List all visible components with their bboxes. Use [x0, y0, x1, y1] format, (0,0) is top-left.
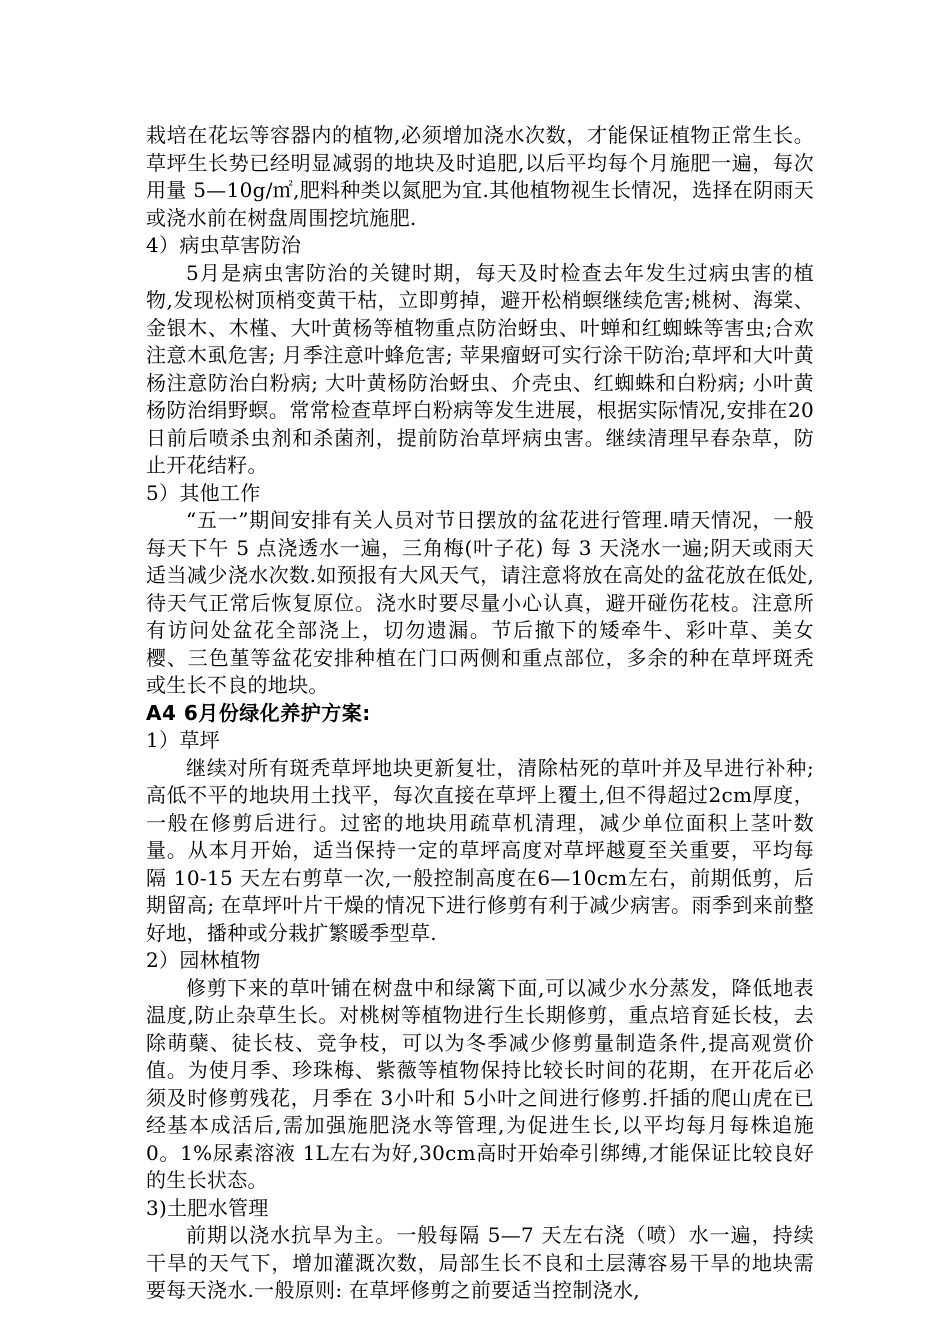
heading-lawn: 1）草坪: [146, 728, 220, 752]
heading-other-work: 5）其他工作: [146, 480, 261, 505]
heading-pest-control: 4）病虫草害防治: [146, 233, 302, 257]
paragraph-pest-control: 5月是病虫害防治的关键时期，每天及时检查去年发生过病虫害的植物,发现松树顶梢变黄干枯，立即剪掉，避开松梢螟继续危害;桃树、海棠、金银木、木槿、大叶黄杨等植物重点防治蚜虫、叶蝉和红蜘蛛等害虫;合欢注意木虱危害; 月季注意叶蜂危害; 苹果瘤蚜可实行涂干防治;草坪和大叶黄杨注意防治白粉病; 大叶黄杨防治蚜虫、介壳虫、红蜘蛛和白粉病; 小叶黄杨防治绢野螟。常常检查草坪白粉病等发生进展，根据实际情况,安排在20日前后喷杀虫剂和杀菌剂，提前防治草坪病虫害。继续清理早春杂草，防止开花结籽。: [146, 260, 814, 477]
paragraph-garden-plants: 修剪下来的草叶铺在树盘中和绿篱下面,可以减少水分蒸发，降低地表温度,防止杂草生长。对桃树等植物进行生长期修剪，重点培育延长枝，去除萌蘖、徒长枝、竞争枝，可以为冬季减少修剪量制造条件,提高观赏价值。为使月季、珍珠梅、紫薇等植物保持比较长时间的花期，在开花后必须及时修剪残花，月季在 3小叶和 5小叶之间进行修剪.扦插的爬山虎在已经基本成活后,需加强施肥浇水等管理,为促进生长,以平均每月每株追施 0。1%尿素溶液 1L左右为好,30cm高时开始牵引绑缚,才能保证比较良好的生长状态。: [146, 975, 821, 1192]
paragraph-lawn: 继续对所有斑秃草坪地块更新复壮，清除枯死的草叶并及早进行补种; 高低不平的地块用土找平，每次直接在草坪上覆土,但不得超过2cm厚度，一般在修剪后进行。过密的地块用疏草机清理，减少单位面积上茎叶数量。从本月开始，适当保持一定的草坪高度对草坪越夏至关重要，平均每隔 10-15 天左右剪草一次,一般控制高度在6—10cm左右，前期低剪，后期留高; 在草坪叶片干燥的情况下进行修剪有利于减少病害。雨季到来前整好地，播种或分栽扩繁暖季型草.: [146, 755, 821, 945]
document-page: [146, 122, 821, 1305]
paragraph-soil-water: 前期以浇水抗旱为主。一般每隔 5—7 天左右浇（喷）水一遍，持续干旱的天气下，增加灌溉次数，局部生长不良和土层薄容易干旱的地块需要每天浇水.一般原则: 在草坪修剪之前要适当控制浇水,: [146, 1223, 814, 1302]
section-title-june-plan: A4 6月份绿化养护方案:: [146, 700, 371, 725]
paragraph-other-work: “五一”期间安排有关人员对节日摆放的盆花进行管理.晴天情况，一般每天下午 5 点浇透水一遍，三角梅(叶子花) 每 3 天浇水一遍;阴天或雨天适当减少浇水次数.如预报有大风天气，请注意将放在高处的盆花放在低处,待天气正常后恢复原位。浇水时要尽量小心认真，避开碰伤花枝。注意所有访问处盆花全部浇上，切勿遗漏。节后撤下的矮牵牛、彩叶草、美女樱、三色堇等盆花安排种植在门口两侧和重点部位，多余的种在草坪斑秃或生长不良的地块。: [146, 508, 814, 697]
paragraph-fertilizing: 栽培在花坛等容器内的植物,必须增加浇水次数，才能保证植物正常生长。草坪生长势已经明显减弱的地块及时追肥,以后平均每个月施肥一遍，每次用量 5—10g/㎡,肥料种类以氮肥为宜.其他植物视生长情况，选择在阴雨天或浇水前在树盘周围挖坑施肥.: [146, 123, 814, 230]
heading-soil-water: 3)土肥水管理: [146, 1195, 269, 1220]
heading-garden-plants: 2）园林植物: [146, 948, 261, 972]
